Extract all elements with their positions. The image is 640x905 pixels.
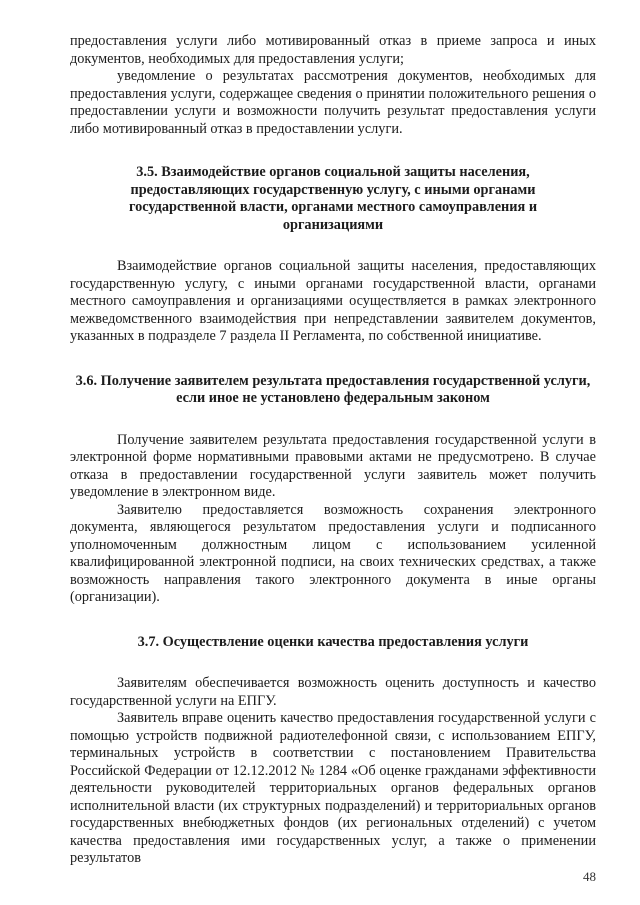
section-heading: 3.5. Взаимодействие органов социальной защиты населения, предоставляющих государственную услугу, с иными органами государственной власти, органами местного самоуправления и организациями (128, 164, 538, 233)
section-paragraph: Взаимодействие органов социальной защиты населения, предоставляющих государственную услугу, с иными органами государственной власти, органами местного самоуправления и организациями осуществляется в рамках электронного межведомственного взаимодействия при непредставлении заявителем документов, указанных в подразделе 7 раздела II Регламента, по собственной инициативе. (70, 258, 596, 344)
continuation-paragraph: предоставления услуги либо мотивированный отказ в приеме запроса и иных документов, необходимых для предоставления услуги; (70, 33, 596, 67)
section-paragraph: Получение заявителем результата предоставления государственной услуги в электронной форме нормативными правовыми актами не предусмотрено. В случае отказа в предоставлении государственной услуги заявитель может получить уведомление в электронном виде. (70, 431, 596, 500)
document-page (70, 33, 596, 868)
section-heading: 3.6. Получение заявителем результата предоставления государственной услуги, если иное не установлено федеральным законом (75, 372, 591, 406)
page-number: 48 (583, 869, 596, 884)
section-heading: 3.7. Осуществление оценки качества предоставления услуги (137, 633, 529, 650)
section-paragraph: Заявитель вправе оценить качество предоставления государственной услуги с помощью устройств подвижной радиотелефонной связи, с использованием ЕПГУ, терминальных устройств в соответствии с постановлением Правительства Российской Федерации от 12.12.2012 № 1284 «Об оценке гражданами эффективности деятельности руководителей территориальных органов федеральных органов исполнительной власти (их структурных подразделений) и территориальных органов государственных внебюджетных фондов (их региональных отделений) с учетом качества предоставления ими государственных услуг, а также о применении результатов (70, 710, 596, 866)
section-paragraph: Заявителю предоставляется возможность сохранения электронного документа, являющегося результатом предоставления услуги и подписанного уполномоченным должностным лицом с использованием усиленной квалифицированной электронной подписи, на своих технических средствах, а также возможность направления такого электронного документа в иные органы (организации). (70, 501, 596, 605)
section-paragraph: Заявителям обеспечивается возможность оценить доступность и качество государственной услуги на ЕПГУ. (70, 675, 596, 709)
continuation-paragraph: уведомление о результатах рассмотрения документов, необходимых для предоставления услуги, содержащее сведения о принятии положительного решения о предоставлении услуги и возможности получить результат предоставления услуги либо мотивированный отказ в предоставлении услуги. (70, 68, 596, 137)
